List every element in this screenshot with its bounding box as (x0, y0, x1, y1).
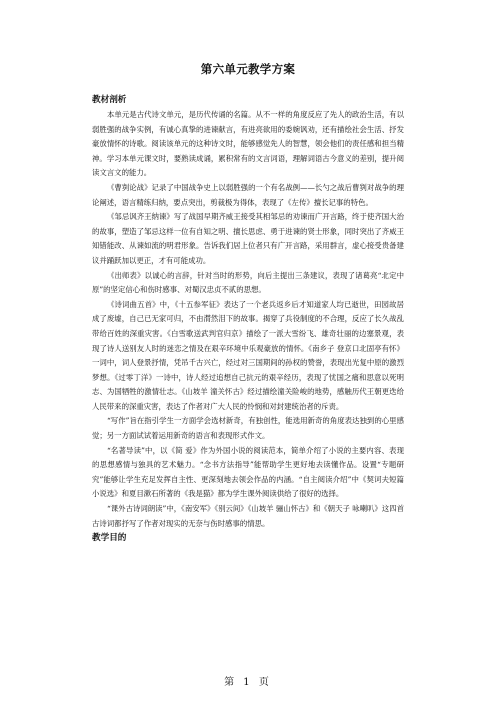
paragraph-five-poems: 《诗词曲五首》中，《十五参军征》表达了一个老兵返乡后才知道家人均已逝世，田园故居成了废墟，自己已无家可归，不由潸然泪下的故事。揭穿了兵役制度的不合理，反应了长久战乱带给百姓的深重灾害。《白雪歌送武判官归京》描绘了一派大雪纷飞、雄奇壮丽的边塞景观，表现了诗人送别友人时的迷恋之情及在艰辛环境中乐观豪放的情怀。《南乡子 登京口北固亭有怀》一词中，词人登景抒情，凭吊千古兴亡，经过对三国期间的孙权的赞誉，表现出光复中原的激烈梦想。《过零丁洋》一诗中，诗人经过追想自己抗元的艰辛经历，表现了忧国之痛和思意以死明志、为国牺牲的激情壮志。《山坡羊 潼关怀古》经过描绘潼关险峻的地势，感触历代王朝更迭给人民带来的深重灾害，表达了作者对广大人民的怜悯和对封建统治者的斥责。 (92, 299, 404, 411)
paragraph-extra-poems: “课外古诗词朗读”中，《南安军》《别云间》《山坡羊 骊山怀古》和《朝天子 咏喇叭》这四首古诗词都抒写了作者对现实的无奈与伤时感事的情思。 (92, 504, 404, 528)
paragraph-classic-reading: “名著导读”中，以《简 爱》作为外国小说的阅读范本，简单介绍了小说的主要内容、表现的思想感情与独具的艺术魅力。“念书方法指导”能帮助学生更好地去读懂作品。设置“专题研究”能够让学生充足发挥自主性、更深刻地去领会作品的内涵。“自主阅读介绍”中《契诃夫短篇小说选》和夏目漱石所著的《我是猫》都为学生课外阅读供给了很好的选择。 (92, 445, 404, 499)
paragraph-writing: “写作”旨在指引学生一方面学会选材新奇，有独创性，能选用新奇的角度表达独到的心里感觉；另一方面试试着运用新奇的语言和表现形式作文。 (92, 416, 404, 441)
paragraph-caogui: 《曹刿论战》记录了中国战争史上以弱胜强的一个有名战例——长勺之战后曹刿对战争的理论阐述，语言精练归纳，要点突出，剪裁极为得体，表现了《左传》擅长记事的特色。 (92, 182, 404, 207)
section-heading-analysis: 教材剖析 (92, 95, 127, 105)
document-title: 第六单元教学方案 (200, 62, 296, 76)
page-number: 第 1 页 (224, 677, 272, 688)
paragraph-unit-overview: 本单元是古代诗文单元，是历代传诵的名篇。从不一样的角度反应了先人的政治生活，有以弱胜强的战争实例，有诚心真挚的进谏献言，有进亮欲用的委婉讽劝，还有描绘社会生活、抒发豪放情怀的诗歌。阅读该单元的这种诗文时，能够感觉先人的智慧，领会他们的责任感和担当精神。学习本单元课文时，要熟读成诵，累积常有的文言词语，理解词语古今意义的差别，提升阅读文言文的能力。 (92, 110, 404, 178)
document-body (92, 93, 404, 546)
paragraph-chushibiao: 《出师表》以诚心的言辞，针对当时的形势，向后主提出三条建议，表现了诸葛亮“北定中原”的坚定信心和伤时感事、对蜀汉忠贞不贰的思想。 (92, 270, 404, 295)
paragraph-zouji: 《邹忌讽齐王纳谏》写了战国早期齐威王接受其相邹忌的劝谏而广开言路，终于使齐国大治的故事，塑造了邹忌这样一位有自知之明、擅长思虑、勇于进谏的贤士形象，同时突出了齐威王知错能改、从谏如流的明君形象。告诉我们居上位者只有广开言路，采用群言，虚心接受贵备建议并踊跃加以更正，才有可能成功。 (92, 212, 404, 265)
section-heading-goals: 教学目的 (92, 533, 127, 544)
